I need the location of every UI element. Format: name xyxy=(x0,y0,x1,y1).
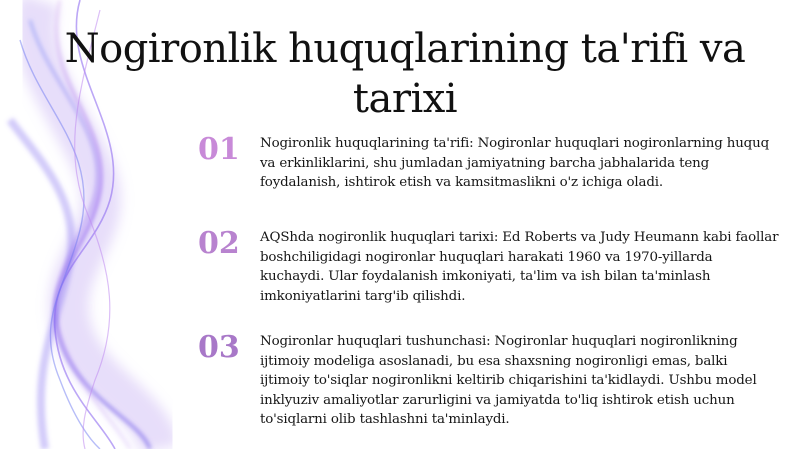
slide-title: Nogironlik huquqlarining ta'rifi va tarixi xyxy=(64,26,746,122)
item-text: AQShda nogironlik huquqlari tarixi: Ed Roberts va Judy Heumann kabi faollar boshchiligidagi nogironlar huquqlari harakati 1960 va 1970-yillarda kuchaydi. Ular foydalanish imkoniyati, ta'lim va ish bilan ta'minlash imkoniyatlarini targ'ib qilishdi. xyxy=(260,230,779,304)
item-text: Nogironlik huquqlarining ta'rifi: Nogironlar huquqlari nogironlarning huquq va erkinliklarini, shu jumladan jamiyatning barcha jabhalarida teng foydalanish, ishtirok etish va kamsitmaslikni o'z ichiga oladi. xyxy=(260,136,770,190)
item-number: 02 xyxy=(198,226,240,261)
item-text: Nogironlar huquqlari tushunchasi: Nogironlar huquqlari nogironlikning ijtimoiy modeliga asoslanadi, bu esa shaxsning nogironligi emas, balki ijtimoiy to'siqlar nogironlikni keltirib chiqarishini ta'kidlaydi. Ushbu model inklyuziv amaliyotlar zarurligini va jamiyatda to'liq ishtirok etish uchun to'siqlarni olib tashlashni ta'minlaydi. xyxy=(260,334,757,427)
item-number: 01 xyxy=(198,132,240,167)
item-number: 03 xyxy=(198,330,240,365)
